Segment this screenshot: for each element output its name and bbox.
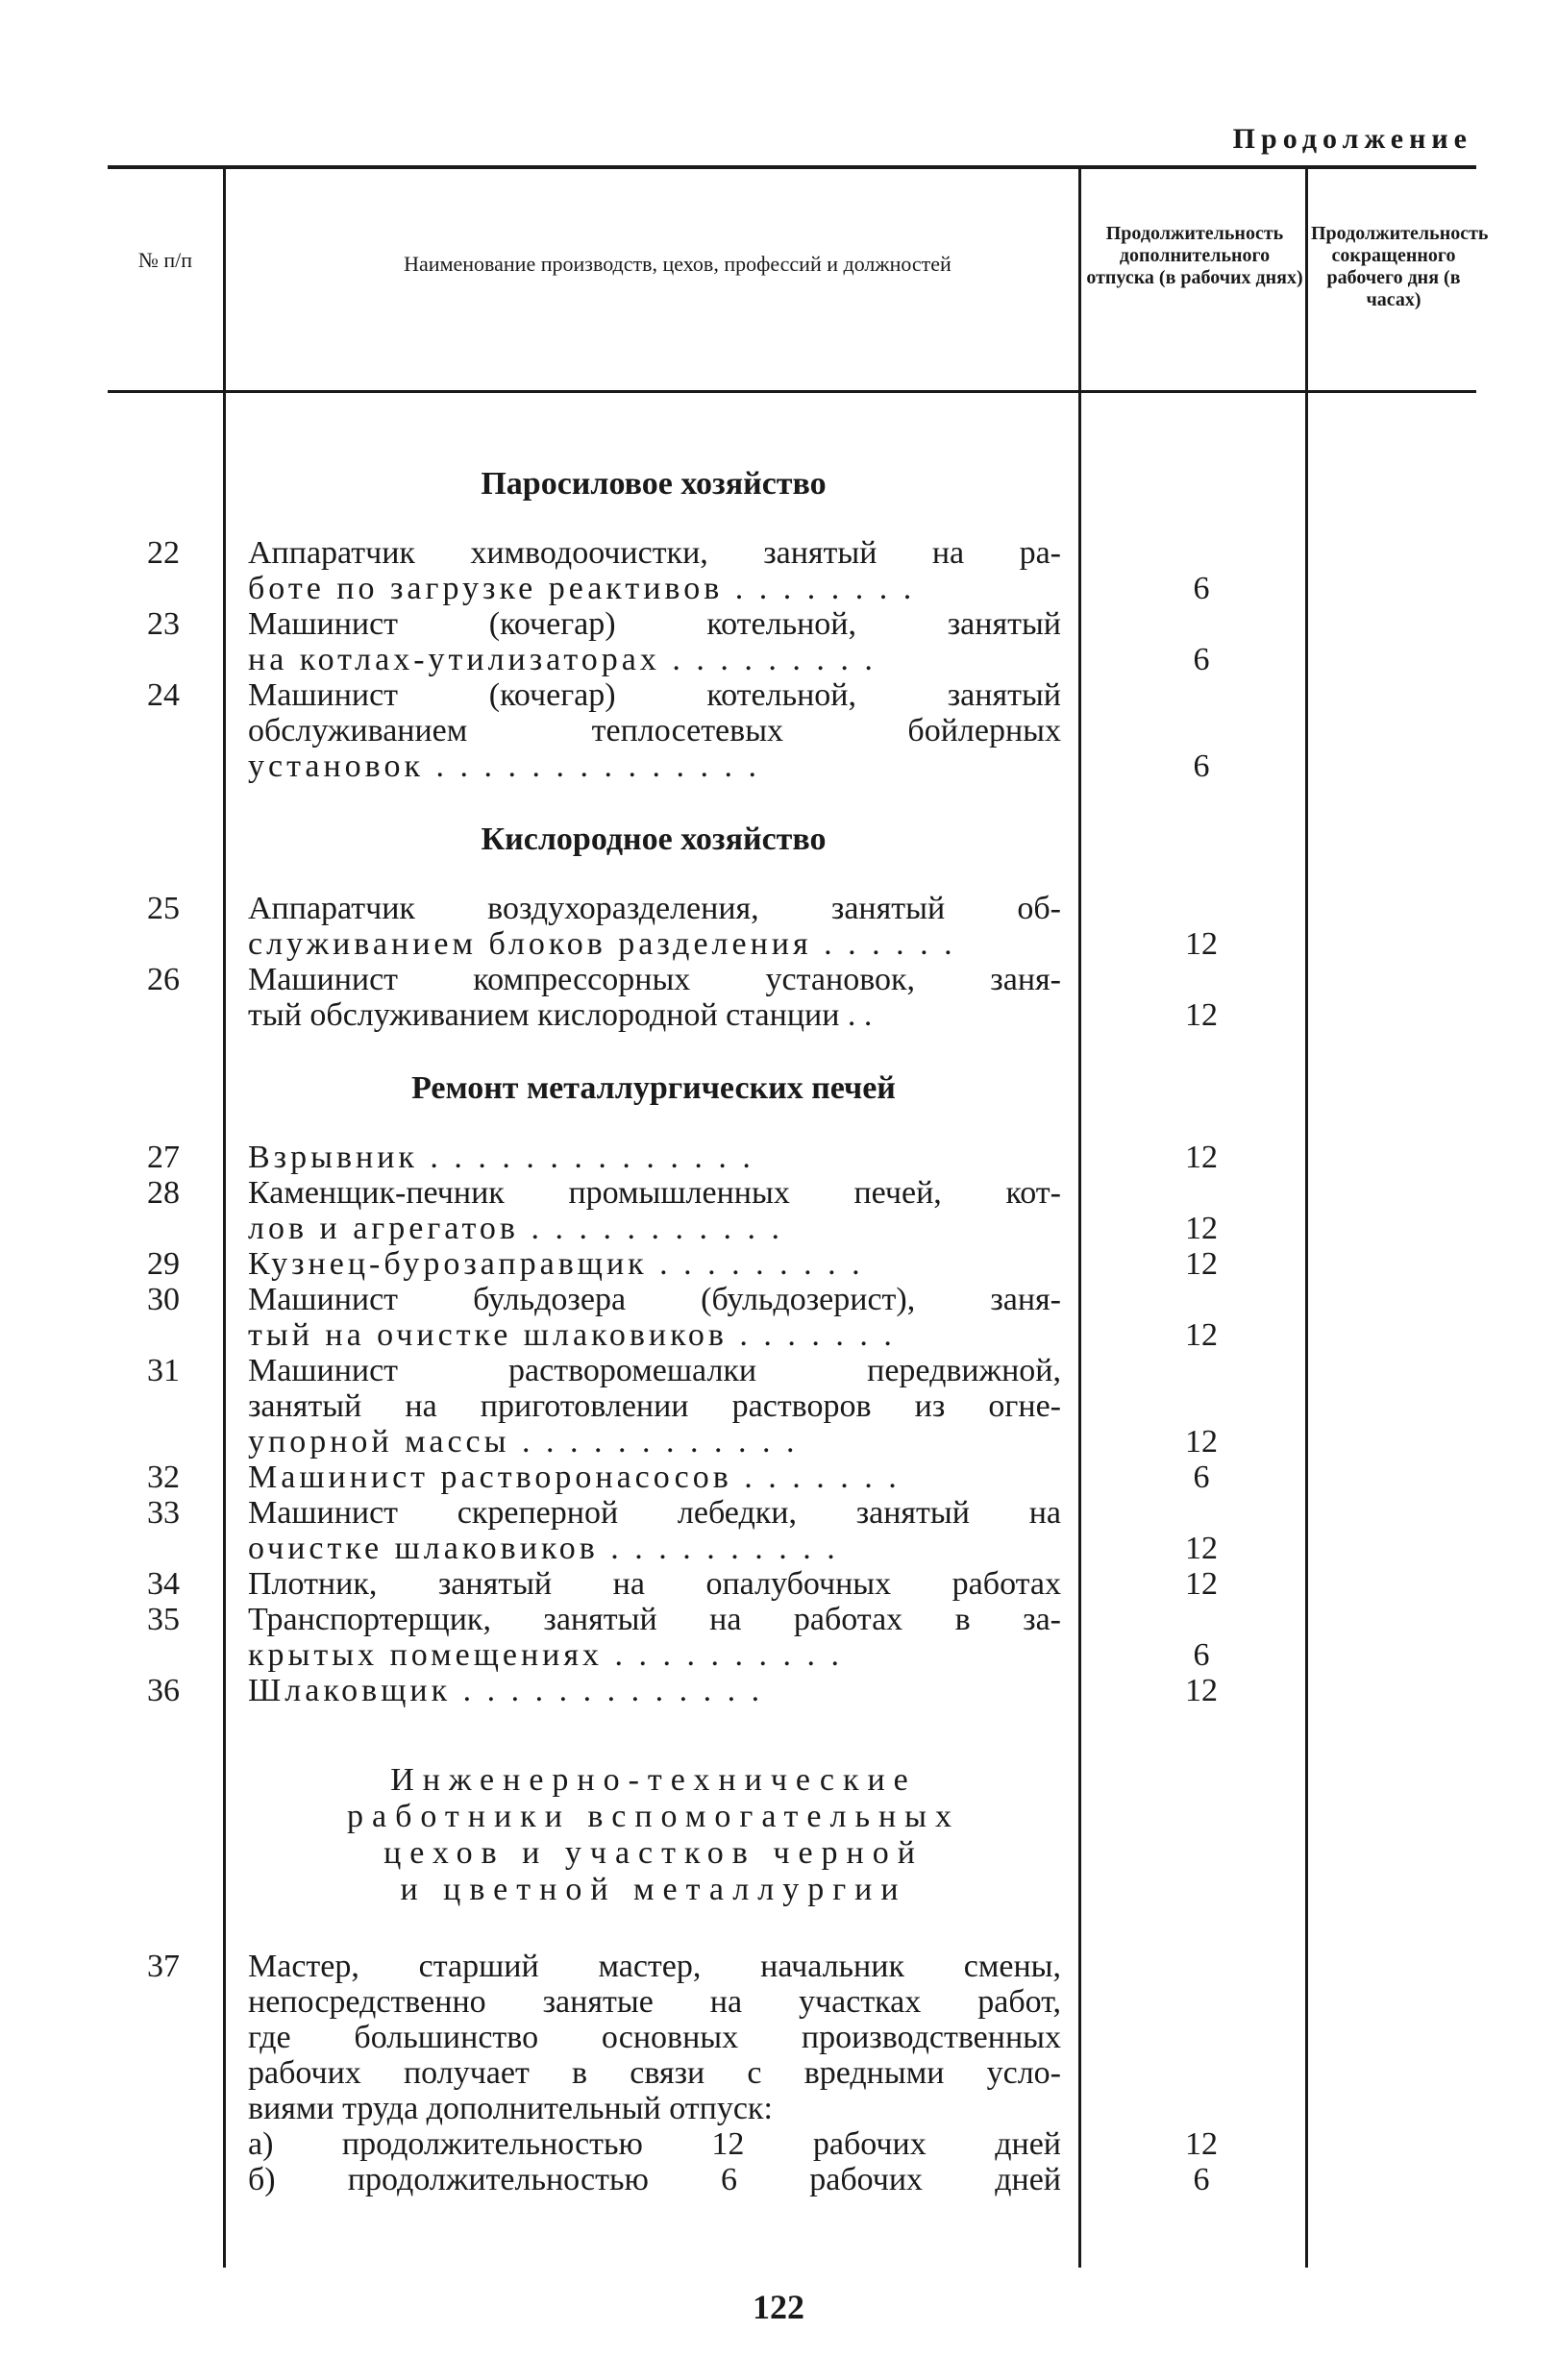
row-line: Каменщик-печник промышленных печей, кот- (248, 1175, 1061, 1211)
row-description (248, 1353, 1061, 1460)
vacation-days: 6 (1193, 2162, 1210, 2197)
row-line: Плотник, занятый на опалубочных работах (248, 1566, 1061, 1602)
vacation-days: 12 (1185, 1246, 1218, 1282)
row-number: 33 (147, 1495, 180, 1531)
section-title-line: работники вспомогательных (346, 1799, 961, 1834)
row-line: занятый на приготовлении растворов из огне- (248, 1388, 1061, 1424)
row-description (248, 1949, 1061, 2197)
column-divider-2 (1078, 169, 1081, 2268)
row-number: 34 (147, 1566, 180, 1602)
vacation-days: 12 (1185, 1140, 1218, 1175)
section-title: Кислородное хозяйство (481, 822, 827, 857)
vacation-days: 6 (1193, 571, 1210, 606)
column-divider-3 (1305, 169, 1308, 2268)
row-line: Аппаратчик воздухоразделения, занятый об- (248, 891, 1061, 926)
header-col-shortday: Продолжительность сокращенного рабочего дня (в часах) (1311, 223, 1489, 310)
vacation-days: 6 (1193, 1637, 1210, 1673)
section-title (231, 1762, 1076, 1908)
vacation-days: 12 (1185, 997, 1218, 1033)
row-number: 24 (147, 677, 180, 713)
row-number: 28 (147, 1175, 180, 1211)
row-number: 29 (147, 1246, 180, 1282)
row-line: на котлах-утилизаторах . . . . . . . . . (248, 642, 877, 677)
row-line: а) продолжительностью 12 рабочих дней (248, 2126, 1061, 2162)
row-line: служиванием блоков разделения . . . . . . (248, 926, 956, 962)
section-title-line: цехов и участков черной (383, 1835, 924, 1871)
row-description (248, 891, 1061, 962)
row-line: крытых помещениях . . . . . . . . . . (248, 1637, 844, 1673)
row-number: 37 (147, 1949, 180, 1984)
header-col-num: № п/п (137, 248, 193, 272)
vacation-days: 12 (1185, 1566, 1218, 1602)
row-number: 36 (147, 1673, 180, 1708)
row-number: 35 (147, 1602, 180, 1637)
row-line: установок . . . . . . . . . . . . . . (248, 748, 760, 784)
table-top-rule (108, 165, 1476, 169)
row-description (248, 1460, 1061, 1495)
row-line: Транспортерщик, занятый на работах в за- (248, 1602, 1061, 1637)
row-line: лов и агрегатов . . . . . . . . . . . (248, 1211, 783, 1246)
row-description (248, 606, 1061, 677)
row-number: 22 (147, 535, 180, 571)
section-title: Ремонт металлургических печей (411, 1070, 896, 1106)
page-number: 122 (753, 2288, 804, 2326)
header-col-name: Наименование производств, цехов, профессий и должностей (404, 252, 952, 276)
section-title-line: и цветной металлургии (400, 1872, 907, 1907)
header-col-vacation: Продолжительность дополнительного отпуска (в рабочих днях) (1086, 223, 1303, 288)
row-line: Машинист (кочегар) котельной, занятый (248, 606, 1061, 642)
row-line: рабочих получает в связи с вредными усло- (248, 2055, 1061, 2091)
row-line: Машинист компрессорных установок, заня- (248, 962, 1061, 997)
row-number: 26 (147, 962, 180, 997)
row-number: 30 (147, 1282, 180, 1317)
row-line: Кузнец-бурозаправщик . . . . . . . . . (248, 1246, 864, 1282)
row-description (248, 1140, 1061, 1175)
header-bottom-rule (108, 390, 1476, 393)
row-number: 31 (147, 1353, 180, 1388)
row-number: 27 (147, 1140, 180, 1175)
row-line: Машинист растворонасосов . . . . . . . (248, 1460, 901, 1495)
row-description (248, 1175, 1061, 1246)
vacation-days: 12 (1185, 1531, 1218, 1566)
section-title-line: Инженерно-технические (390, 1762, 917, 1798)
row-line: тый на очистке шлаковиков . . . . . . . (248, 1317, 896, 1353)
row-description (248, 962, 1061, 1033)
row-line: Машинист (кочегар) котельной, занятый (248, 677, 1061, 713)
continuation-label: Продолжение (1232, 123, 1472, 155)
vacation-days: 12 (1185, 1424, 1218, 1460)
vacation-days: 12 (1185, 1211, 1218, 1246)
row-line: виями труда дополнительный отпуск: (248, 2091, 773, 2126)
row-line: боте по загрузке реактивов . . . . . . . . (248, 571, 916, 606)
row-description (248, 1282, 1061, 1353)
row-line: б) продолжительностью 6 рабочих дней (248, 2162, 1061, 2197)
row-line: очистке шлаковиков . . . . . . . . . . (248, 1531, 839, 1566)
row-description (248, 1566, 1061, 1602)
row-number: 23 (147, 606, 180, 642)
row-line: обслуживанием теплосетевых бойлерных (248, 713, 1061, 748)
row-number: 32 (147, 1460, 180, 1495)
row-description (248, 677, 1061, 784)
column-divider-1 (223, 169, 226, 2268)
vacation-days: 6 (1193, 748, 1210, 784)
vacation-days: 12 (1185, 2126, 1218, 2162)
vacation-days: 12 (1185, 1317, 1218, 1353)
row-line: тый обслуживанием кислородной станции . . (248, 997, 873, 1033)
row-line: Машинист бульдозера (бульдозерист), заня- (248, 1282, 1061, 1317)
row-line: непосредственно занятые на участках работ, (248, 1984, 1061, 2020)
vacation-days: 6 (1193, 642, 1210, 677)
row-line: Машинист растворомешалки передвижной, (248, 1353, 1061, 1388)
row-line: упорной массы . . . . . . . . . . . . (248, 1424, 799, 1460)
row-line: Шлаковщик . . . . . . . . . . . . . (248, 1673, 764, 1708)
row-line: где большинство основных производственных (248, 2020, 1061, 2055)
row-description (248, 1246, 1061, 1282)
row-line: Машинист скреперной лебедки, занятый на (248, 1495, 1061, 1531)
section-title: Паросиловое хозяйство (481, 466, 827, 502)
row-line: Взрывник . . . . . . . . . . . . . . (248, 1140, 754, 1175)
row-line: Аппаратчик химводоочистки, занятый на ра- (248, 535, 1061, 571)
row-description (248, 535, 1061, 606)
row-number: 25 (147, 891, 180, 926)
vacation-days: 12 (1185, 926, 1218, 962)
vacation-days: 12 (1185, 1673, 1218, 1708)
row-description (248, 1495, 1061, 1566)
row-line: Мастер, старший мастер, начальник смены, (248, 1949, 1061, 1984)
row-description (248, 1673, 1061, 1708)
vacation-days: 6 (1193, 1460, 1210, 1495)
row-description (248, 1602, 1061, 1673)
